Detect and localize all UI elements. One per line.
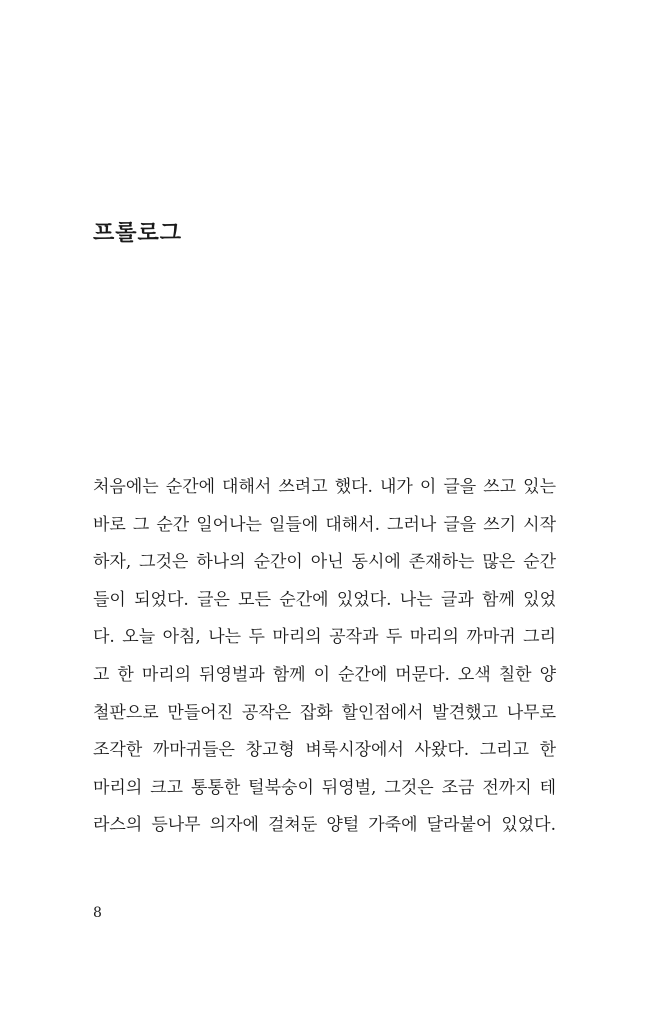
text-line: 철판으로 만들어진 공작은 잡화 할인점에서 발견했고 나무로	[93, 702, 556, 723]
text-line: 다. 오늘 아침, 나는 두 마리의 공작과 두 마리의 까마귀 그리	[93, 627, 556, 648]
body-text	[93, 474, 556, 850]
text-line: 처음에는 순간에 대해서 쓰려고 했다. 내가 이 글을 쓰고 있는	[93, 477, 556, 497]
chapter-title: 프롤로그	[93, 221, 183, 246]
text-line: 바로 그 순간 일어나는 일들에 대해서. 그러나 글을 쓰기 시작	[93, 514, 556, 535]
text-line: 조각한 까마귀들은 창고형 벼룩시장에서 사왔다. 그리고 한	[93, 740, 556, 761]
text-line: 라스의 등나무 의자에 걸쳐둔 양털 가죽에 달라붙어 있었다.	[93, 815, 556, 836]
page-number: 8	[93, 905, 102, 921]
text-line: 마리의 크고 통통한 털북숭이 뒤영벌, 그것은 조금 전까지 테	[93, 777, 556, 798]
text-line: 하자, 그것은 하나의 순간이 아닌 동시에 존재하는 많은 순간	[93, 552, 556, 573]
text-line: 고 한 마리의 뒤영벌과 함께 이 순간에 머문다. 오색 칠한 양	[93, 664, 556, 685]
text-line: 들이 되었다. 글은 모든 순간에 있었다. 나는 글과 함께 있었	[93, 589, 556, 610]
